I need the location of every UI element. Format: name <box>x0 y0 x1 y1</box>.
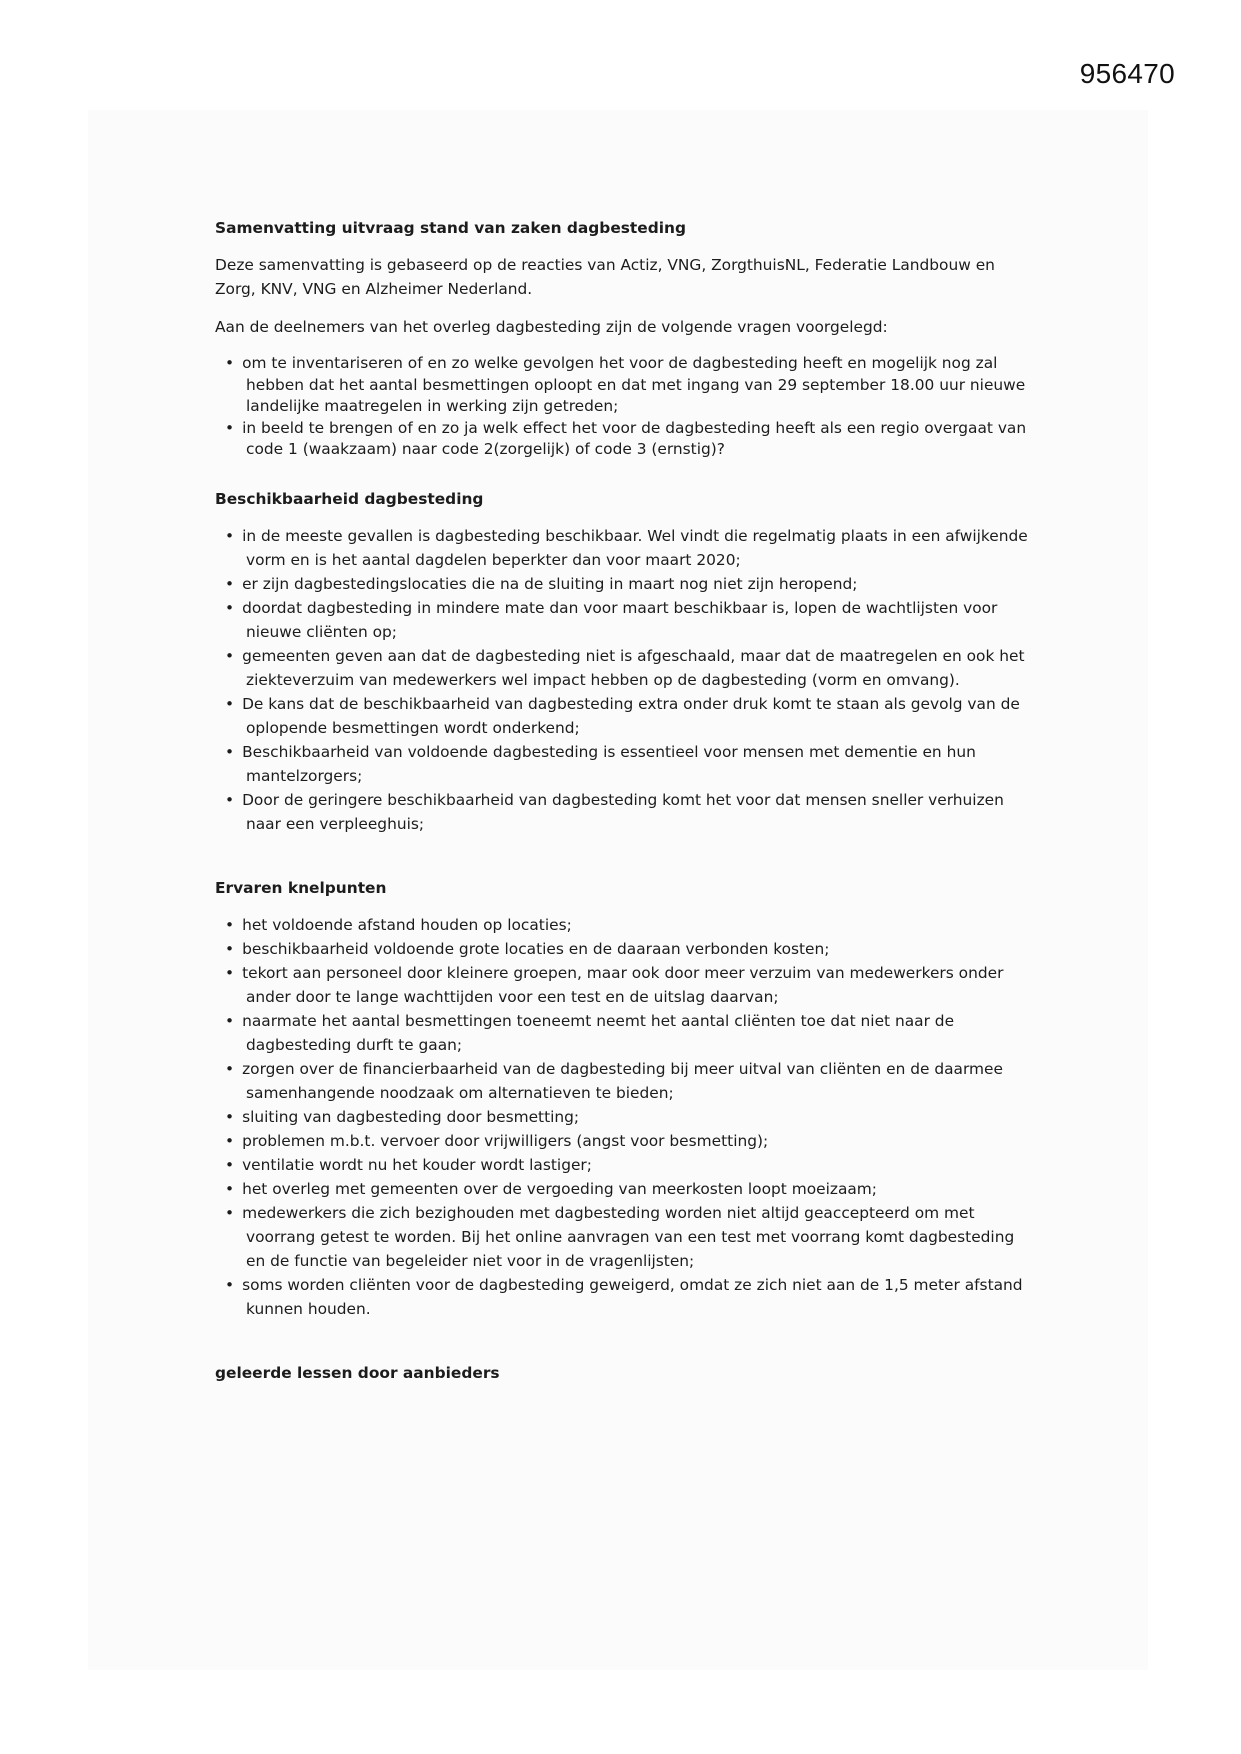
list-item: • ventilatie wordt nu het kouder wordt lastiger; <box>215 1153 1035 1177</box>
section-heading-availability: Beschikbaarheid dagbesteding <box>215 489 484 508</box>
document-title: Samenvatting uitvraag stand van zaken dagbesteding <box>215 219 686 237</box>
list-item: • sluiting van dagbesteding door besmetting; <box>215 1105 1035 1129</box>
document-number: 956470 <box>1079 58 1175 89</box>
list-item: • er zijn dagbestedingslocaties die na de sluiting in maart nog niet zijn heropend; <box>215 572 1035 596</box>
list-item: • Beschikbaarheid van voldoende dagbesteding is essentieel voor mensen met dementie en hun mantelzorgers; <box>215 740 1035 788</box>
questions-intro: Aan de deelnemers van het overleg dagbesteding zijn de volgende vragen voorgelegd: <box>215 318 888 336</box>
availability-list <box>215 524 1035 836</box>
list-item: • om te inventariseren of en zo welke gevolgen het voor de dagbesteding heeft en mogelijk nog zal hebben dat het aantal besmettingen oploopt en dat met ingang van 29 september 18.00 uur nieuwe landelijke maatregelen in werking zijn getreden; <box>215 353 1035 418</box>
list-item: • soms worden cliënten voor de dagbesteding geweigerd, omdat ze zich niet aan de 1,5 meter afstand kunnen houden. <box>215 1273 1035 1321</box>
list-item: • problemen m.b.t. vervoer door vrijwilligers (angst voor besmetting); <box>215 1129 1035 1153</box>
list-item: • Door de geringere beschikbaarheid van dagbesteding komt het voor dat mensen sneller verhuizen naar een verpleeghuis; <box>215 788 1035 836</box>
list-item: • doordat dagbesteding in mindere mate dan voor maart beschikbaar is, lopen de wachtlijsten voor nieuwe cliënten op; <box>215 596 1035 644</box>
document-body <box>215 216 1035 1398</box>
list-item: • gemeenten geven aan dat de dagbesteding niet is afgeschaald, maar dat de maatregelen en ook het ziekteverzuim van medewerkers wel impact hebben op de dagbesteding (vorm en omvang). <box>215 644 1035 692</box>
intro-paragraph: Deze samenvatting is gebaseerd op de reacties van Actiz, VNG, ZorgthuisNL, Federatie Landbouw en Zorg, KNV, VNG en Alzheimer Nederland. <box>215 256 995 298</box>
list-item: • tekort aan personeel door kleinere groepen, maar ook door meer verzuim van medewerkers onder ander door te lange wachttijden voor een test en de uitslag daarvan; <box>215 961 1035 1009</box>
list-item: • naarmate het aantal besmettingen toeneemt neemt het aantal cliënten toe dat niet naar de dagbesteding durft te gaan; <box>215 1009 1035 1057</box>
list-item: • in beeld te brengen of en zo ja welk effect het voor de dagbesteding heeft als een regio overgaat van code 1 (waakzaam) naar code 2(zorgelijk) of code 3 (ernstig)? <box>215 418 1035 461</box>
bottlenecks-list <box>215 913 1035 1321</box>
section-heading-bottlenecks: Ervaren knelpunten <box>215 878 387 897</box>
questions-list <box>215 353 1035 461</box>
list-item: • De kans dat de beschikbaarheid van dagbesteding extra onder druk komt te staan als gevolg van de oplopende besmettingen wordt onderkend; <box>215 692 1035 740</box>
section-heading-lessons: geleerde lessen door aanbieders <box>215 1363 500 1382</box>
list-item: • zorgen over de financierbaarheid van de dagbesteding bij meer uitval van cliënten en de daarmee samenhangende noodzaak om alternatieven te bieden; <box>215 1057 1035 1105</box>
list-item: • het overleg met gemeenten over de vergoeding van meerkosten loopt moeizaam; <box>215 1177 1035 1201</box>
list-item: • beschikbaarheid voldoende grote locaties en de daaraan verbonden kosten; <box>215 937 1035 961</box>
list-item: • het voldoende afstand houden op locaties; <box>215 913 1035 937</box>
list-item: • in de meeste gevallen is dagbesteding beschikbaar. Wel vindt die regelmatig plaats in een afwijkende vorm en is het aantal dagdelen beperkter dan voor maart 2020; <box>215 524 1035 572</box>
list-item: • medewerkers die zich bezighouden met dagbesteding worden niet altijd geaccepteerd om met voorrang getest te worden. Bij het online aanvragen van een test met voorrang komt dagbesteding en de functie van begeleider niet voor in de vragenlijsten; <box>215 1201 1035 1273</box>
